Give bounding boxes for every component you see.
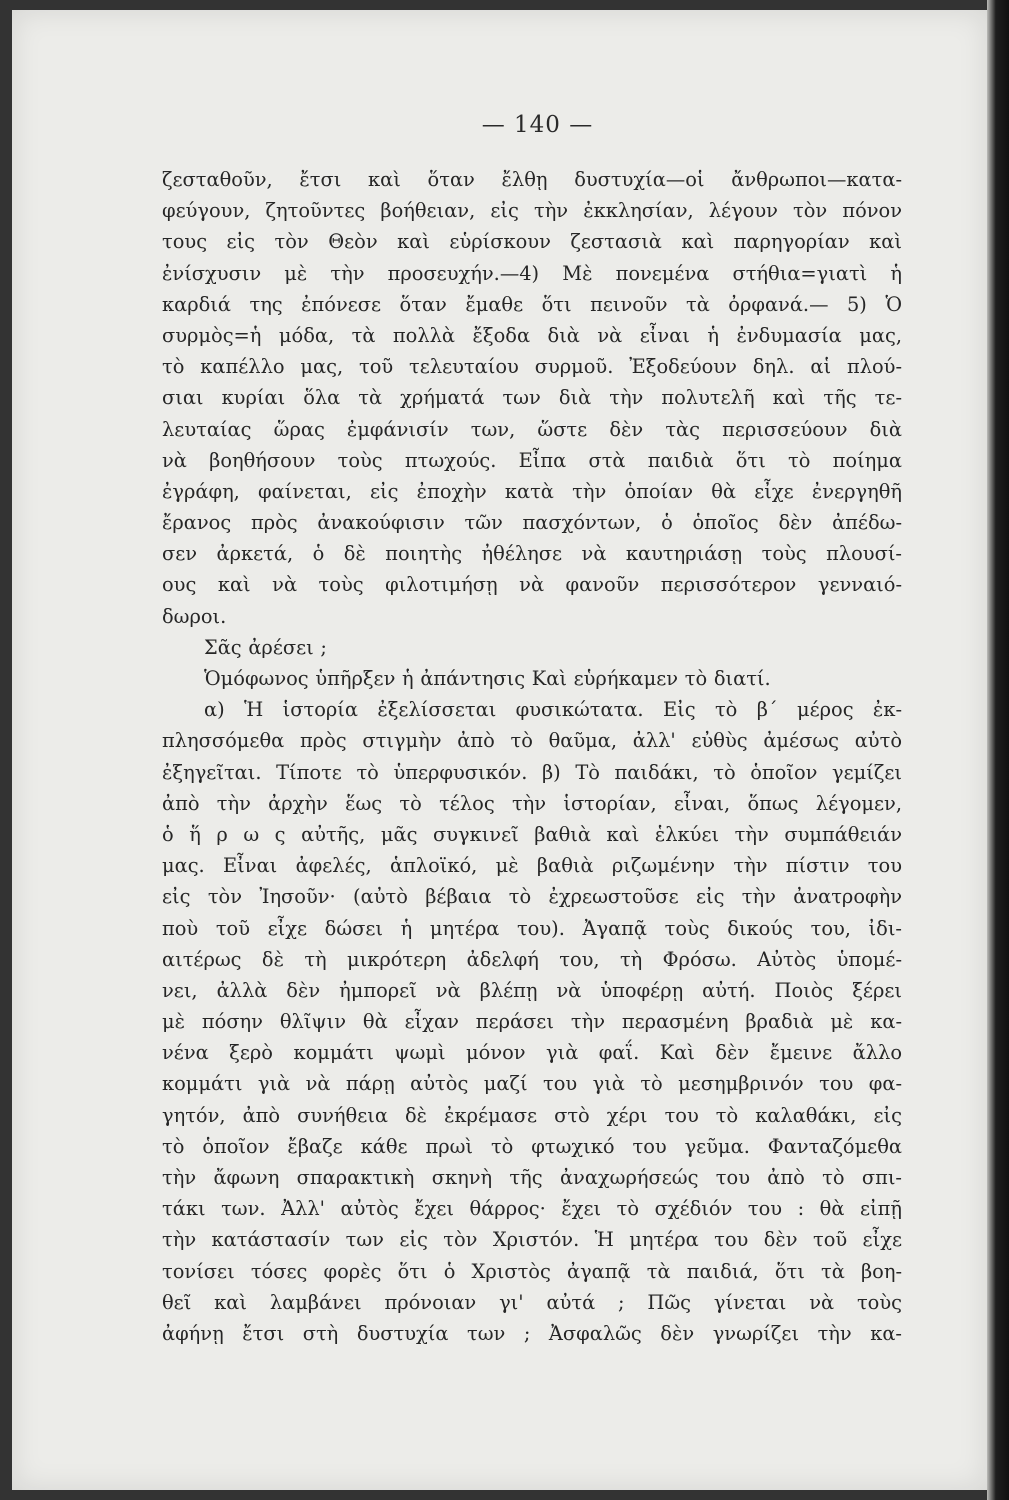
text-line: ἐξηγεῖται. Τίποτε τὸ ὑπερφυσικόν. β) Τὸ παιδάκι, τὸ ὁποῖον γεμίζει [162,760,902,784]
text-line: κομμάτι γιὰ νὰ πάρῃ αὐτὸς μαζί του γιὰ τὸ μεσημβρινόν του φα- [162,1072,902,1096]
text-line: ἔρανος πρὸς ἀνακούφισιν τῶν πασχόντων, ὁ ὁποῖος δὲν ἀπέδω- [162,511,902,535]
text-line: ἐγράφη, φαίνεται, εἰς ἐποχὴν κατὰ τὴν ὁποίαν θὰ εἶχε ἐνεργηθῆ [162,479,902,503]
text-line: εἰς τὸν Ἰησοῦν· (αὐτὸ βέβαια τὸ ἐχρεωστοῦσε εἰς τὴν ἀνατροφὴν [162,885,902,909]
text-line: τὴν ἄφωνη σπαρακτικὴ σκηνὴ τῆς ἀναχωρήσεώς του ἀπὸ τὸ σπι- [162,1166,902,1189]
scan-edge-shadow [987,0,1009,1500]
text-line: γητόν, ἀπὸ συνήθεια δὲ ἐκρέμασε στὸ χέρι του τὸ καλαθάκι, εἰς [162,1103,902,1127]
text-line: τάκι των. Ἀλλ' αὐτὸς ἔχει θάρρος· ἔχει τὸ σχέδιόν του : θὰ εἰπῇ [162,1197,902,1221]
text-line: θεῖ καὶ λαμβάνει πρόνοιαν γι' αὐτά ; Πῶς γίνεται νὰ τοὺς [162,1290,902,1314]
page-number: — 140 — [481,112,594,138]
text-line: Ὁμόφωνος ὑπῆρξεν ἡ ἀπάντησις Καὶ εὑρήκαμεν τὸ διατί. [204,667,771,690]
text-line: σιαι κυρίαι ὅλα τὰ χρήματά των διὰ τὴν πολυτελῆ καὶ τῆς τε- [162,386,902,410]
text-line: μας. Εἶναι ἀφελές, ἁπλοϊκό, μὲ βαθιὰ ριζωμένην τὴν πίστιν του [162,854,902,878]
text-line: ἐνίσχυσιν μὲ τὴν προσευχήν.—4) Μὲ πονεμένα στήθια=γιατὶ ἡ [162,261,902,285]
text-line: τους εἰς τὸν Θεὸν καὶ εὑρίσκουν ζεστασιὰ καὶ παρηγορίαν καὶ [162,230,902,254]
text-line: λευταίας ὥρας ἐμφάνισίν των, ὥστε δὲν τὰς περισσεύουν διὰ [162,417,902,441]
text-line: αιτέρως δὲ τὴ μικρότερη ἀδελφή του, τὴ Φρόσω. Αὐτὸς ὑπομέ- [162,947,902,971]
text-line: Σᾶς ἀρέσει ; [204,635,327,659]
text-line: νὰ βοηθήσουν τοὺς πτωχούς. Εἶπα στὰ παιδιὰ ὅτι τὸ ποίημα [162,448,902,472]
text-line: ἀφήνῃ ἔτσι στὴ δυστυχία των ; Ἀσφαλῶς δὲν γνωρίζει τὴν κα- [162,1321,902,1345]
text-line: σεν ἀρκετά, ὁ δὲ ποιητὴς ἠθέλησε νὰ καυτηριάσῃ τοὺς πλουσί- [162,542,902,566]
text-line: δωροι. [162,604,227,628]
text-line: τὴν κατάστασίν των εἰς τὸν Χριστόν. Ἡ μητέρα του δὲν τοῦ εἶχε [162,1228,902,1252]
text-line: καρδιά της ἐπόνεσε ὅταν ἔμαθε ὅτι πεινοῦν τὰ ὀρφανά.— 5) Ὁ [162,292,902,316]
text-line: μὲ πόσην θλῖψιν θὰ εἶχαν περάσει τὴν περασμένη βραδιὰ μὲ κα- [162,1010,902,1034]
text-line: ζεσταθοῦν, ἔτσι καὶ ὅταν ἔλθῃ δυστυχία—οἱ ἄνθρωποι—κατα- [162,168,902,191]
text-line: φεύγουν, ζητοῦντες βοήθειαν, εἰς τὴν ἐκκλησίαν, λέγουν τὸν πόνον [162,199,902,223]
text-line [162,1349,902,1380]
text-line: ἀπὸ τὴν ἀρχὴν ἕως τὸ τέλος τὴν ἱστορίαν, εἶναι, ὅπως λέγομεν, [162,791,902,815]
text-line: ὁ ἥ ρ ω ς αὐτῆς, μᾶς συγκινεῖ βαθιὰ καὶ ἑλκύει τὴν συμπάθειάν [162,822,902,846]
text-line: ους καὶ νὰ τοὺς φιλοτιμήσῃ νὰ φανοῦν περισσότερον γενναιό- [162,573,902,597]
text-line: τὸ ὁποῖον ἔβαζε κάθε πρωὶ τὸ φτωχικό του γεῦμα. Φανταζόμεθα [162,1134,902,1158]
text-line: νένα ξερὸ κομμάτι ψωμὶ μόνον γιὰ φαΐ. Καὶ δὲν ἔμεινε ἄλλο [162,1041,902,1065]
text-line: νει, ἀλλὰ δὲν ἠμπορεῖ νὰ βλέπῃ νὰ ὑποφέρῃ αὐτή. Ποιὸς ξέρει [162,978,902,1002]
text-line: τονίσει τόσες φορὲς ὅτι ὁ Χριστὸς ἀγαπᾷ τὰ παιδιά, ὅτι τὰ βοη- [162,1259,902,1283]
text-line: ποὺ τοῦ εἶχε δώσει ἡ μητέρα του). Ἀγαπᾷ τοὺς δικούς του, ἰδι- [162,916,902,940]
text-line: συρμὸς=ἡ μόδα, τὰ πολλὰ ἔξοδα διὰ νὰ εἶναι ἡ ἐνδυμασία μας, [162,323,902,347]
text-line: τὸ καπέλλο μας, τοῦ τελευταίου συρμοῦ. Ἐξοδεύουν δηλ. αἱ πλού- [162,355,902,379]
body-text [162,164,902,1380]
text-line: πλησσόμεθα πρὸς στιγμὴν ἀπὸ τὸ θαῦμα, ἀλλ' εὐθὺς ἀμέσως αὐτὸ [162,729,902,753]
text-line: α) Ἡ ἱστορία ἐξελίσσεται φυσικώτατα. Εἰς τὸ β΄ μέρος ἐκ- [204,698,902,722]
